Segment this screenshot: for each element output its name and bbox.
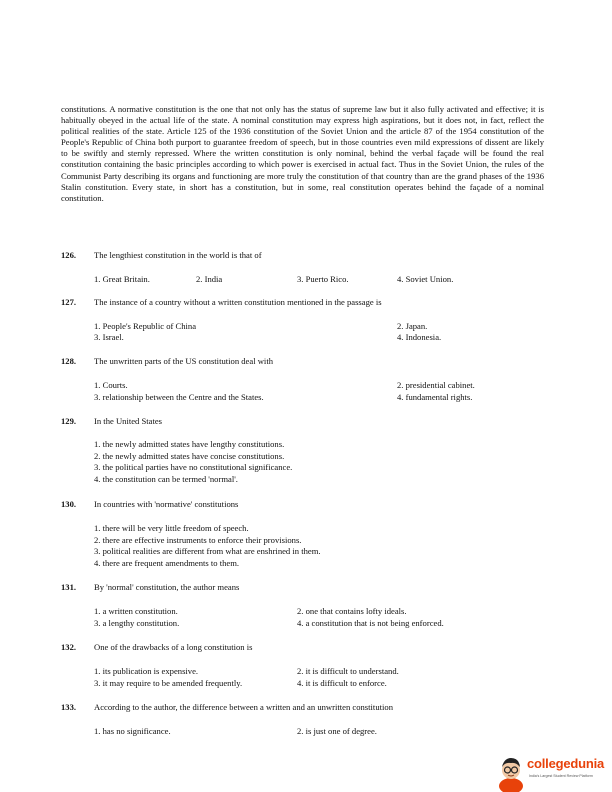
option: 4. a constitution that is not being enforced. [297, 618, 444, 628]
brand-name: collegedunia [527, 756, 605, 771]
option: 4. it is difficult to enforce. [297, 678, 387, 688]
option: 1. Great Britain. [94, 274, 150, 284]
option: 4. fundamental rights. [397, 392, 473, 402]
option: 2. is just one of degree. [297, 726, 377, 736]
question-number: 132. [61, 642, 77, 652]
question-number: 129. [61, 416, 77, 426]
option: 1. Courts. [94, 380, 128, 390]
question-stem: The lengthiest constitution in the world is that of [94, 250, 262, 260]
option: 2. one that contains lofty ideals. [297, 606, 407, 616]
option: 1. the newly admitted states have lengthy constitutions. [94, 439, 285, 449]
question-stem: In the United States [94, 416, 163, 426]
passage-text: constitutions. A normative constitution is the one that not only has the status of supreme law but it also fully activated and effective; it is habitually obeyed in the actual life of the state. A nominal constitution may express high aspirations, but it does not, in fact, reflect the political realities of the state. Article 125 of the 1936 constitution of the Soviet Union and the article 87 of the 1954 constitution of the People's Republic of China both purport to guarantee freedom of speech, but in those countries even mild expressions of dissent are likely to be swiftly and sternly repressed. Where the written constitution is only nominal, behind the verbal façade will be found the real constitution containing the basic principles according to which power is exercised in actual fact. Thus in the Soviet Union, the rules of the Communist Party describing its organs and functioning are more truly the constitution of that country than are the grand phases of the 1936 Stalin constitution. Every state, in short has a constitution, but in some, real constitution operates behind the façade of a nominal constitution. [61, 104, 544, 203]
question-number: 131. [61, 582, 77, 592]
option: 2. presidential cabinet. [397, 380, 475, 390]
option: 1. People's Republic of China [94, 321, 197, 331]
option: 2. there are effective instruments to enforce their provisions. [94, 535, 302, 545]
mascot-icon [496, 752, 526, 792]
option: 2. the newly admitted states have concise constitutions. [94, 451, 285, 461]
question-number: 128. [61, 356, 77, 366]
question-number: 133. [61, 702, 77, 712]
question-stem: One of the drawbacks of a long constitution is [94, 642, 253, 652]
brand-tagline: India's Largest Student Review Platform [529, 774, 593, 778]
option: 3. the political parties have no constitutional significance. [94, 462, 293, 472]
question-stem: According to the author, the difference between a written and an unwritten constitution [94, 702, 393, 712]
option: 3. Israel. [94, 332, 124, 342]
option: 1. there will be very little freedom of speech. [94, 523, 249, 533]
question-number: 126. [61, 250, 77, 260]
option: 3. a lengthy constitution. [94, 618, 180, 628]
question-number: 130. [61, 499, 77, 509]
option: 3. Puerto Rico. [297, 274, 349, 284]
question-stem: In countries with 'normative' constitutions [94, 499, 239, 509]
option: 2. India [196, 274, 223, 284]
option: 3. it may require to be amended frequently. [94, 678, 243, 688]
option: 3. relationship between the Centre and the States. [94, 392, 264, 402]
option: 1. has no significance. [94, 726, 171, 736]
option: 2. it is difficult to understand. [297, 666, 399, 676]
option: 3. political realities are different from what are enshrined in them. [94, 546, 321, 556]
option: 4. Soviet Union. [397, 274, 454, 284]
option: 4. there are frequent amendments to them. [94, 558, 240, 568]
option: 1. a written constitution. [94, 606, 178, 616]
question-stem: The unwritten parts of the US constitution deal with [94, 356, 274, 366]
option: 2. Japan. [397, 321, 428, 331]
option: 4. Indonesia. [397, 332, 442, 342]
question-stem: By 'normal' constitution, the author means [94, 582, 240, 592]
collegedunia-logo[interactable] [496, 752, 612, 792]
question-stem: The instance of a country without a written constitution mentioned in the passage is [94, 297, 382, 307]
option: 1. its publication is expensive. [94, 666, 199, 676]
question-number: 127. [61, 297, 77, 307]
option: 4. the constitution can be termed 'normal'. [94, 474, 238, 484]
